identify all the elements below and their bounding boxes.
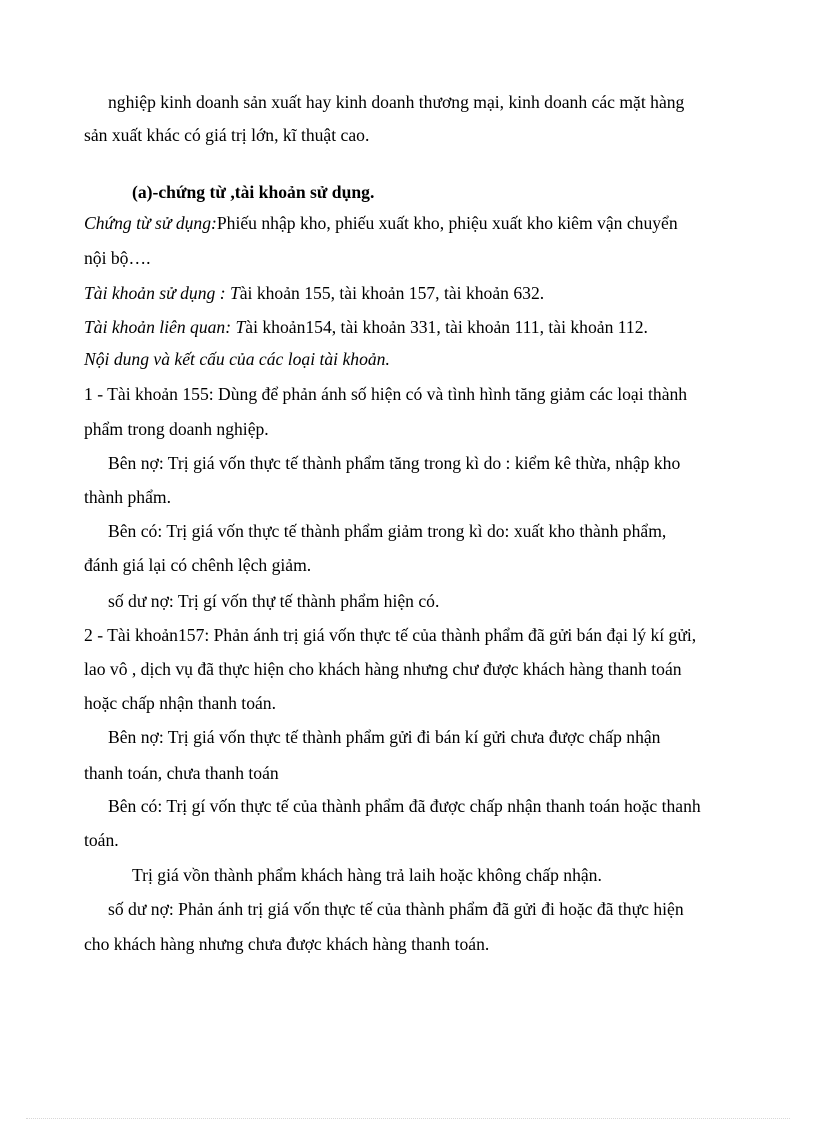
page-bottom-divider [26,1118,790,1119]
account-157-credit-1: Bên có: Trị gí vốn thực tế của thành phẩm đã được chấp nhận thanh toán hoặc thanh [108,796,701,816]
account-155-balance: số dư nợ: Trị gí vốn thự tế thành phẩm hiện có. [108,591,440,611]
account-155-line-1: 1 - Tài khoản 155: Dùng để phản ánh số hiện có và tình hình tăng giảm các loại thành [84,384,688,404]
structure-title: Nội dung và kết cấu của các loại tài khoản. [84,349,390,369]
vouchers-label: Chứng từ sử dụng: [84,213,217,233]
account-157-line-2: lao vô , dịch vụ đã thực hiện cho khách hàng nhưng chư được khách hàng thanh toán [84,659,682,679]
account-157-debit-2: thanh toán, chưa thanh toán [84,763,279,783]
paragraph-line: nghiệp kinh doanh sản xuất hay kinh doanh thương mại, kinh doanh các mặt hàng [108,92,685,112]
related-accounts-text: ài khoản154, tài khoản 331, tài khoản 111, tài khoản 112. [245,317,648,337]
accounts-used-text: ài khoản 155, tài khoản 157, tài khoản 632. [239,283,545,303]
account-155-credit-1: Bên có: Trị giá vốn thực tế thành phẩm giảm trong kì do: xuất kho thành phẩm, [108,521,667,541]
section-heading: (a)-chứng từ ,tài khoản sử dụng. [132,182,375,202]
account-157-line-1: 2 - Tài khoản157: Phản ánh trị giá vốn thực tế của thành phẩm đã gửi bán đại lý kí gửi, [84,625,697,645]
account-157-balance-2: cho khách hàng nhưng chưa được khách hàng thanh toán. [84,934,490,954]
account-157-credit-3: Trị giá vồn thành phẩm khách hàng trả laih hoặc không chấp nhận. [132,865,602,885]
vouchers-text: Phiếu nhập kho, phiếu xuất kho, phiệu xuất kho kiêm vận chuyển [216,213,678,233]
accounts-used-line [84,282,544,304]
account-157-credit-2: toán. [84,830,119,850]
vouchers-line-2: nội bộ…. [84,248,151,268]
paragraph-line: sản xuất khác có giá trị lớn, kĩ thuật cao. [84,125,370,145]
account-155-line-2: phẩm trong doanh nghiệp. [84,419,269,439]
related-accounts-line [84,316,648,338]
account-155-debit-1: Bên nợ: Trị giá vốn thực tế thành phẩm tăng trong kì do : kiểm kê thừa, nhập kho [108,453,681,473]
account-157-balance-1: số dư nợ: Phản ánh trị giá vốn thực tế của thành phẩm đã gửi đi hoặc đã thực hiện [108,899,684,919]
related-accounts-label: Tài khoản liên quan: T [84,317,246,337]
account-157-debit-1: Bên nợ: Trị giá vốn thực tế thành phẩm gửi đi bán kí gửi chưa được chấp nhận [108,727,661,747]
accounts-used-label: Tài khoản sử dụng : T [84,283,240,303]
vouchers-line [84,212,678,234]
account-155-debit-2: thành phẩm. [84,487,171,507]
account-155-credit-2: đánh giá lại có chênh lệch giảm. [84,555,312,575]
account-157-line-3: hoặc chấp nhận thanh toán. [84,693,276,713]
